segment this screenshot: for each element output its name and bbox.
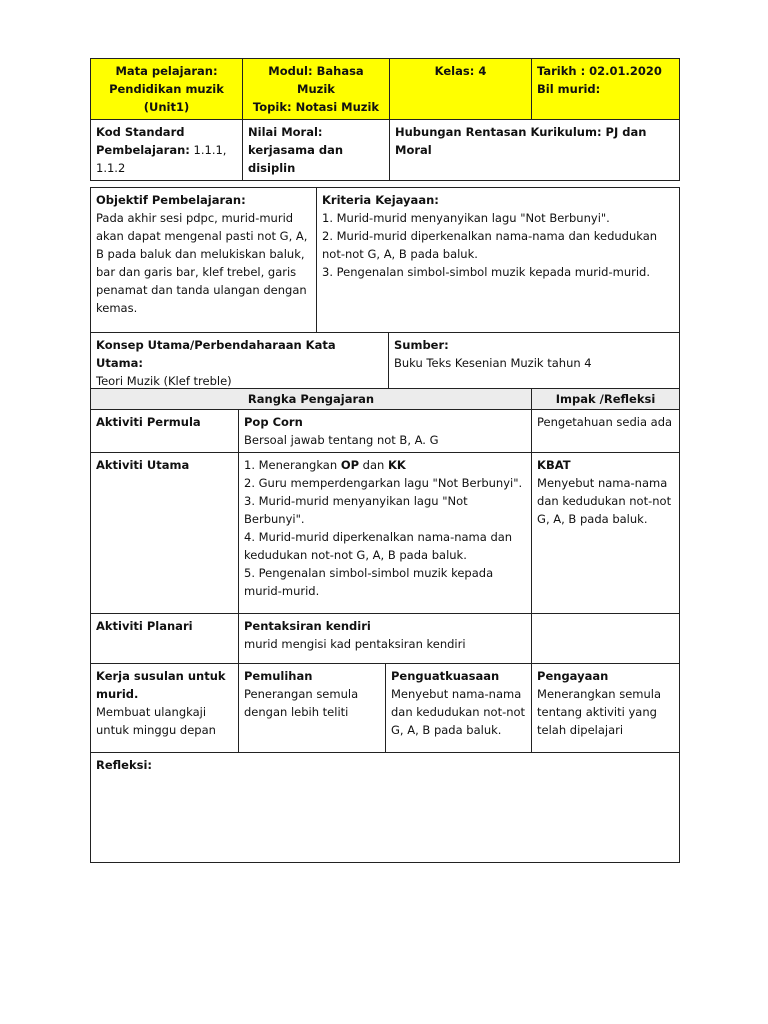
module-cell [243,59,390,120]
closing-impact-cell [532,614,680,664]
reinforce-title: Penguatkuasaan [391,669,500,683]
main-step-line: 5. Pengenalan simbol-simbol muzik kepada [244,566,494,580]
student-count-text: Bil murid: [537,82,601,96]
teaching-plan-table [90,388,680,863]
followup-desc-line: untuk minggu depan [96,723,216,737]
criteria-cell [317,188,680,333]
main-step-1-prefix: 1. Menerangkan [244,458,341,472]
enrich-line: telah dipelajari [537,723,624,737]
main-step-line: 3. Murid-murid menyanyikan lagu "Not [244,494,468,508]
subject-label: Mata pelajaran: [115,64,218,78]
enrich-line: Menerangkan semula [537,687,662,701]
remedial-title: Pemulihan [244,669,313,683]
criteria-line: 2. Murid-murid diperkenalkan nama-nama dan kedudukan [322,229,658,243]
closing-label-cell [91,614,239,664]
concept-value: Teori Muzik (Klef treble) [96,374,232,388]
closing-content-cell [239,614,532,664]
followup-label-1: Kerja susulan untuk [96,669,226,683]
reinforce-line: G, A, B pada baluk. [391,723,502,737]
class-cell [390,59,532,120]
moral-value: kerjasama dan disiplin [248,143,344,175]
remedial-line: dengan lebih teliti [244,705,349,719]
criteria-title: Kriteria Kejayaan: [322,193,439,207]
main-label: Aktiviti Utama [96,458,190,472]
enrich-line: tentang aktiviti yang [537,705,657,719]
subject-value: Pendidikan muzik [109,82,224,96]
date-cell [532,59,680,120]
source-value: Buku Teks Kesenian Muzik tahun 4 [394,356,592,370]
criteria-line: not-not G, A, B pada baluk. [322,247,478,261]
impact-header [532,389,680,410]
main-step-line: kedudukan not-not G, A, B pada baluk. [244,548,467,562]
enrich-title: Pengayaan [537,669,609,683]
objectives-title: Objektif Pembelajaran: [96,193,246,207]
kbat-line: dan kedudukan not-not [537,494,672,508]
reinforce-line: dan kedudukan not-not [391,705,526,719]
standard-code-1: 1.1.1, [189,143,227,157]
main-step-1-kk: KK [387,458,406,472]
criteria-line: 1. Murid-murid menyanyikan lagu "Not Berbunyi". [322,211,610,225]
enrich-cell [532,664,680,753]
main-step-line: 2. Guru memperdengarkan lagu "Not Berbunyi". [244,476,523,490]
topic-text: Topik: Notasi Muzik [252,100,380,114]
opening-desc: Bersoal jawab tentang not B, A. G [244,433,439,447]
objectives-line: B pada baluk dan melukiskan baluk, [96,247,305,261]
main-step-1-op: OP [340,458,360,472]
standard-label-1: Kod Standard [96,125,185,139]
moral-cell [243,120,390,181]
objectives-line: penamat dan tanda ulangan dengan [96,283,307,297]
standard-label-2: Pembelajaran: [96,143,190,157]
opening-content-cell [239,410,532,453]
followup-desc-line: Membuat ulangkaji [96,705,207,719]
main-label-cell [91,453,239,614]
reinforce-line: Menyebut nama-nama [391,687,522,701]
closing-title: Pentaksiran kendiri [244,619,371,633]
subject-unit: (Unit1) [143,100,190,114]
opening-label: Aktiviti Permula [96,415,201,429]
criteria-line: 3. Pengenalan simbol-simbol muzik kepada murid-murid. [322,265,651,279]
kbat-line: Menyebut nama-nama [537,476,668,490]
reflection-cell[interactable] [91,753,680,863]
concept-cell [91,333,389,394]
kbat-line: G, A, B pada baluk. [537,512,648,526]
main-impact-cell [532,453,680,614]
source-title: Sumber: [394,338,449,352]
objectives-line: Pada akhir sesi pdpc, murid-murid [96,211,294,225]
objectives-line: bar dan garis bar, klef trebel, garis [96,265,297,279]
source-cell [389,333,680,394]
remedial-cell [239,664,386,753]
date-text: Tarikh : 02.01.2020 [537,64,662,78]
followup-label-cell [91,664,239,753]
main-step-line: 4. Murid-murid diperkenalkan nama-nama dan [244,530,513,544]
closing-desc: murid mengisi kad pentaksiran kendiri [244,637,466,651]
concept-title: Konsep Utama/Perbendaharaan Kata Utama: [96,338,336,370]
closing-label: Aktiviti Planari [96,619,193,633]
standard-cell [91,120,243,181]
module-text: Modul: Bahasa Muzik [268,64,364,96]
main-step-line: murid-murid. [244,584,320,598]
subject-cell [91,59,243,120]
cross-curriculum-cell [390,120,680,181]
opening-label-cell [91,410,239,453]
objectives-cell [91,188,317,333]
followup-label-2: murid. [96,687,139,701]
objectives-table [90,187,680,394]
reflection-label: Refleksi: [96,758,153,772]
lesson-header-table [90,58,680,181]
main-content-cell [239,453,532,614]
impact-header-label: Impak /Refleksi [555,392,656,406]
framework-header [91,389,532,410]
framework-header-label: Rangka Pengajaran [247,392,375,406]
opening-impact: Pengetahuan sedia ada [537,415,673,429]
kbat-title: KBAT [537,458,571,472]
objectives-line: akan dapat mengenal pasti not G, A, [96,229,308,243]
cross-curriculum-text: Hubungan Rentasan Kurikulum: PJ dan Moral [395,125,647,157]
standard-code-2: 1.1.2 [96,161,126,175]
class-text: Kelas: 4 [434,64,487,78]
moral-label: Nilai Moral: [248,125,323,139]
opening-title: Pop Corn [244,415,303,429]
reinforce-cell [386,664,532,753]
remedial-line: Penerangan semula [244,687,359,701]
opening-impact-cell [532,410,680,453]
main-step-1-and: dan [359,458,388,472]
objectives-line: kemas. [96,301,138,315]
main-step-line: Berbunyi". [244,512,305,526]
